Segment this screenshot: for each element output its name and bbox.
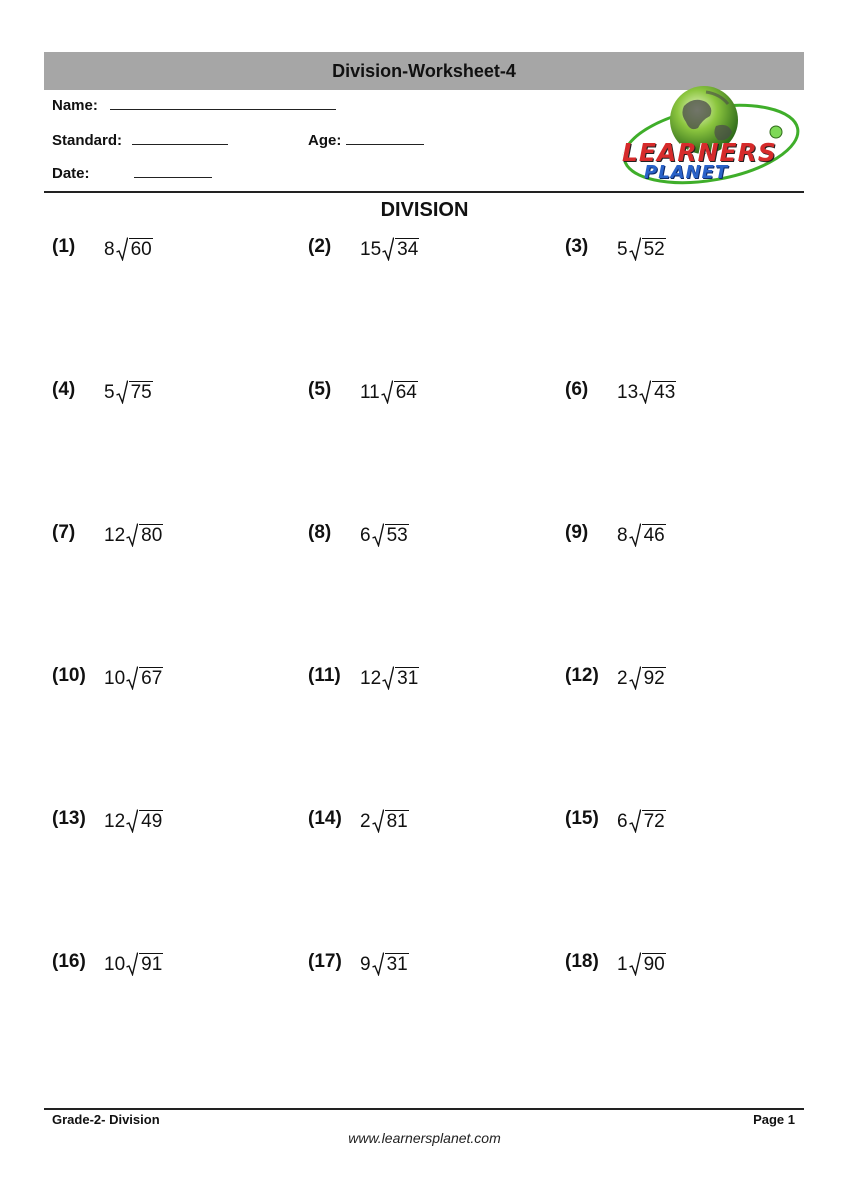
divisor: 11 xyxy=(360,382,380,403)
dividend: 31 xyxy=(397,668,419,689)
dividend: 60 xyxy=(130,239,152,260)
dividend: 81 xyxy=(386,811,408,832)
problem-number: (7) xyxy=(52,522,76,543)
long-division-expression xyxy=(617,379,676,404)
dividend: 64 xyxy=(395,382,417,403)
date-field xyxy=(52,162,212,182)
problem-number: (16) xyxy=(52,951,86,972)
name-blank[interactable] xyxy=(110,94,336,110)
learners-planet-logo xyxy=(606,86,802,190)
problem-number: (15) xyxy=(565,808,599,829)
dividend: 34 xyxy=(397,239,419,260)
division-bracket-icon xyxy=(372,523,384,547)
problem-number: (13) xyxy=(52,808,86,829)
age-field xyxy=(308,129,424,149)
divisor: 2 xyxy=(360,811,371,832)
standard-blank[interactable] xyxy=(132,129,228,145)
dividend: 67 xyxy=(141,668,163,689)
problem-number: (4) xyxy=(52,379,76,400)
section-title: DIVISION xyxy=(380,199,469,221)
standard-label: Standard: xyxy=(52,132,123,149)
long-division-expression xyxy=(104,379,153,404)
problem-number: (5) xyxy=(308,379,332,400)
dividend: 52 xyxy=(643,239,665,260)
division-bracket-icon xyxy=(629,809,641,833)
divisor: 9 xyxy=(360,954,371,975)
dividend: 53 xyxy=(386,525,408,546)
problem-number: (1) xyxy=(52,236,76,257)
problem-number: (3) xyxy=(565,236,589,257)
problem-number: (6) xyxy=(565,379,589,400)
divisor: 10 xyxy=(104,668,126,689)
divisor: 5 xyxy=(104,382,115,403)
dividend: 91 xyxy=(141,954,163,975)
divisor: 8 xyxy=(104,239,115,260)
long-division-expression xyxy=(617,665,666,690)
division-bracket-icon xyxy=(629,237,641,261)
standard-field xyxy=(52,129,228,149)
dividend: 80 xyxy=(141,525,163,546)
date-label: Date: xyxy=(52,165,90,182)
division-bracket-icon xyxy=(126,952,138,976)
dividend: 92 xyxy=(643,668,665,689)
problem-number: (9) xyxy=(565,522,589,543)
long-division-expression xyxy=(360,808,409,833)
division-bracket-icon xyxy=(126,523,138,547)
name-field xyxy=(52,94,336,114)
divisor: 12 xyxy=(104,525,126,546)
divisor: 10 xyxy=(104,954,126,975)
problem-number: (17) xyxy=(308,951,342,972)
division-bracket-icon xyxy=(629,523,641,547)
dividend: 43 xyxy=(654,382,676,403)
worksheet-title: Division-Worksheet-4 xyxy=(44,52,804,90)
division-bracket-icon xyxy=(382,237,394,261)
long-division-expression xyxy=(617,951,666,976)
problem-number: (12) xyxy=(565,665,599,686)
divisor: 6 xyxy=(617,811,628,832)
problem-number: (8) xyxy=(308,522,332,543)
long-division-expression xyxy=(104,808,163,833)
long-division-expression xyxy=(360,522,409,547)
division-bracket-icon xyxy=(116,237,128,261)
header-divider xyxy=(44,191,804,193)
division-bracket-icon xyxy=(381,380,393,404)
long-division-expression xyxy=(360,236,419,261)
problem-number: (11) xyxy=(308,665,341,686)
footer-page-number: Page 1 xyxy=(753,1112,795,1127)
divisor: 12 xyxy=(360,668,382,689)
long-division-expression xyxy=(617,808,666,833)
division-bracket-icon xyxy=(126,666,138,690)
long-division-expression xyxy=(104,665,163,690)
date-blank[interactable] xyxy=(134,162,212,178)
dividend: 31 xyxy=(386,954,408,975)
divisor: 1 xyxy=(617,954,628,975)
dividend: 75 xyxy=(130,382,152,403)
long-division-expression xyxy=(104,236,153,261)
divisor: 5 xyxy=(617,239,628,260)
dividend: 49 xyxy=(141,811,163,832)
name-label: Name: xyxy=(52,97,98,114)
division-bracket-icon xyxy=(382,666,394,690)
long-division-expression xyxy=(617,522,666,547)
long-division-expression xyxy=(360,665,419,690)
logo-text-learners: LEARNERS xyxy=(622,138,777,167)
age-label: Age: xyxy=(308,132,342,149)
long-division-expression xyxy=(617,236,666,261)
division-bracket-icon xyxy=(629,666,641,690)
problem-number: (14) xyxy=(308,808,342,829)
dividend: 72 xyxy=(643,811,665,832)
divisor: 15 xyxy=(360,239,382,260)
divisor: 8 xyxy=(617,525,628,546)
footer-website-link[interactable]: www.learnersplanet.com xyxy=(348,1130,501,1146)
problem-number: (10) xyxy=(52,665,86,686)
long-division-expression xyxy=(360,951,409,976)
problem-number: (18) xyxy=(565,951,599,972)
divisor: 6 xyxy=(360,525,371,546)
age-blank[interactable] xyxy=(346,129,424,145)
divisor: 12 xyxy=(104,811,126,832)
divisor: 2 xyxy=(617,668,628,689)
division-bracket-icon xyxy=(116,380,128,404)
division-bracket-icon xyxy=(372,952,384,976)
long-division-expression xyxy=(104,522,163,547)
long-division-expression xyxy=(104,951,163,976)
dividend: 46 xyxy=(643,525,665,546)
divisor: 13 xyxy=(617,382,639,403)
division-bracket-icon xyxy=(639,380,651,404)
footer-grade-label: Grade-2- Division xyxy=(52,1112,160,1127)
problem-number: (2) xyxy=(308,236,332,257)
division-bracket-icon xyxy=(372,809,384,833)
division-bracket-icon xyxy=(629,952,641,976)
logo-text-planet: PLANET xyxy=(644,162,729,183)
division-bracket-icon xyxy=(126,809,138,833)
dividend: 90 xyxy=(643,954,665,975)
long-division-expression xyxy=(360,379,418,404)
footer-divider xyxy=(44,1108,804,1110)
